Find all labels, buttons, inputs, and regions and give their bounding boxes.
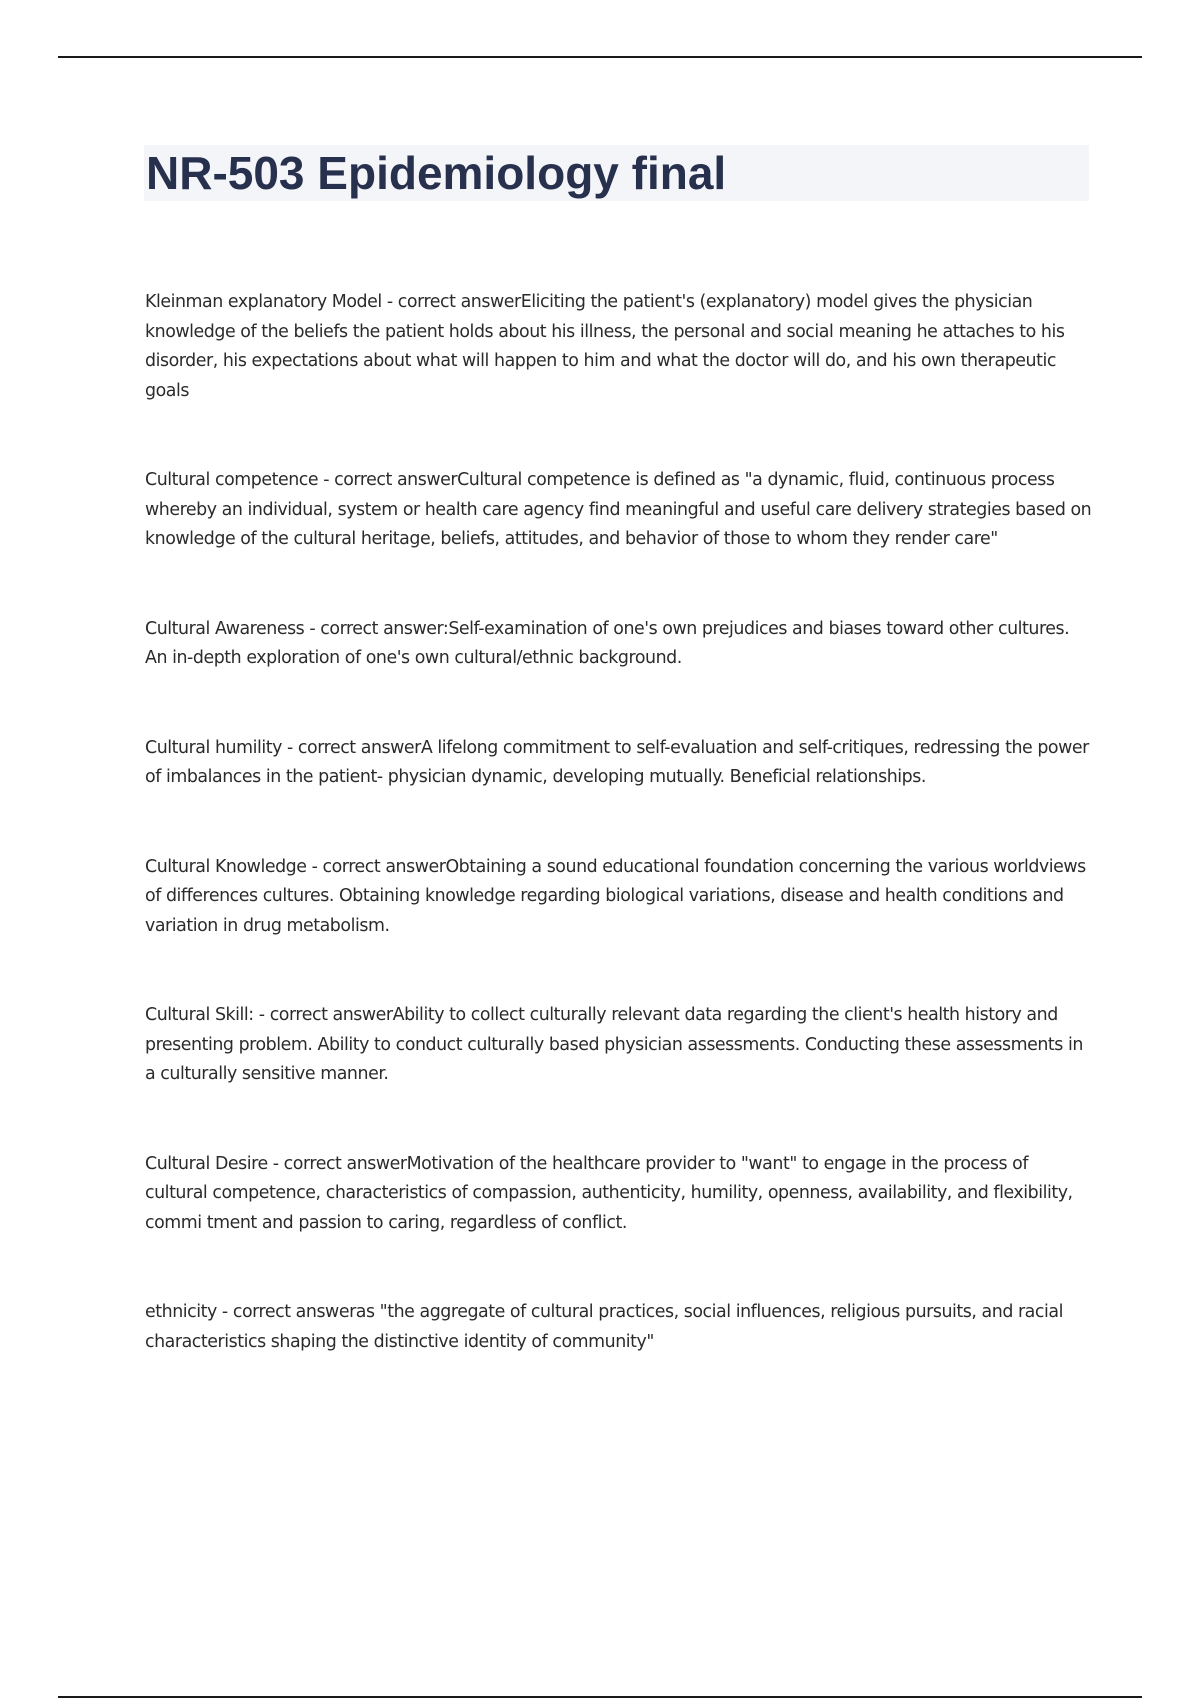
flashcard-entry <box>145 288 1095 406</box>
entry-term: Cultural humility <box>145 737 282 758</box>
entry-term: Cultural Skill: <box>145 1005 254 1025</box>
flashcard-entry <box>145 734 1095 793</box>
document-title: NR-503 Epidemiology final <box>146 147 727 199</box>
entry-term: ethnicity <box>145 1302 217 1322</box>
entry-definition: Cultural competence is defined as "a dynamic, fluid, continuous process whereby an individual, system or health care agency find meaningful and useful care delivery strategies based on knowledge of the cultural heritage, beliefs, attitudes, and behavior of those to whom they render care" <box>145 470 1092 549</box>
entry-separator: - correct answer <box>318 470 458 490</box>
entry-definition: Obtaining a sound educational foundation concerning the various worldviews of differences cultures. Obtaining knowledge regarding biological variations, disease and health conditions and variation in drug metabolism. <box>145 856 1086 936</box>
top-rule <box>58 56 1142 58</box>
entry-separator: - correct answer <box>306 856 446 877</box>
entry-separator: - correct answer <box>267 1153 407 1174</box>
flashcard-entry <box>145 466 1095 555</box>
flashcard-entry <box>145 1150 1095 1239</box>
entry-separator: - correct answer <box>253 1005 393 1025</box>
entry-separator: - correct answer <box>216 1302 356 1322</box>
entry-separator: - correct answer <box>281 737 421 758</box>
flashcard-entry <box>145 853 1095 942</box>
entry-separator: - correct answer <box>381 292 521 312</box>
bottom-rule <box>58 1696 1142 1698</box>
entry-term: Cultural Awareness <box>145 618 305 639</box>
entry-definition: A lifelong commitment to self-evaluation and self-critiques, redressing the power of imbalances in the patient- physician dynamic, developing mutually. Beneficial relationships. <box>145 737 1089 787</box>
entry-term: Cultural Knowledge <box>145 856 307 877</box>
entry-term: Cultural competence <box>145 470 319 490</box>
entry-separator: - correct answer <box>304 618 443 639</box>
entry-term: Cultural Desire <box>145 1153 268 1174</box>
entry-definition: Motivation of the healthcare provider to "want" to engage in the process of cultural competence, characteristics of compassion, authenticity, humility, openness, availability, and flexibility, commi tment and passion to caring, regardless of conflict. <box>145 1153 1073 1233</box>
entry-definition: Eliciting the patient's (explanatory) model gives the physician knowledge of the beliefs the patient holds about his illness, the personal and social meaning he attaches to his disorder, his expectations about what will happen to him and what the doctor will do, and his own therapeutic goals <box>145 292 1065 401</box>
flashcard-entry <box>145 615 1095 674</box>
flashcard-list <box>145 288 1095 1417</box>
entry-definition: :Self-examination of one's own prejudices and biases toward other cultures. An in-depth exploration of one's own cultural/ethnic background. <box>145 618 1070 668</box>
entry-term: Kleinman explanatory Model <box>145 292 382 312</box>
entry-definition: Ability to collect culturally relevant data regarding the client's health history and presenting problem. Ability to conduct culturally based physician assessments. Conducting these assessments in a culturally sensitive manner. <box>145 1005 1083 1084</box>
flashcard-entry <box>145 1298 1095 1357</box>
entry-definition: as "the aggregate of cultural practices, social influences, religious pursuits, and racial characteristics shaping the distinctive identity of community" <box>145 1302 1063 1352</box>
flashcard-entry <box>145 1001 1095 1090</box>
